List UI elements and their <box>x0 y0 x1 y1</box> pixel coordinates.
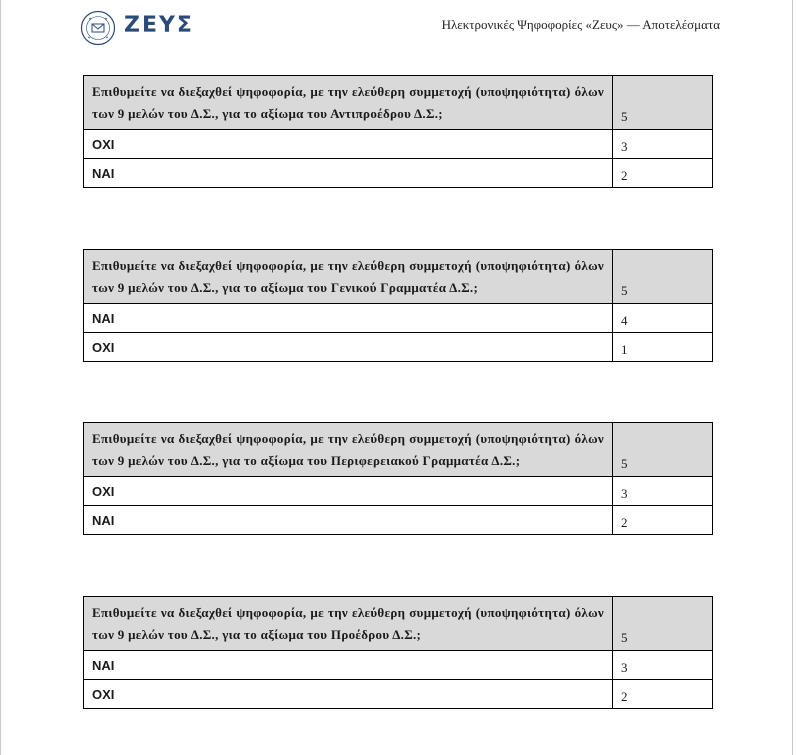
answer-row <box>84 333 713 362</box>
page-header <box>0 0 796 60</box>
brand-name: ΖΕΥΣ <box>124 13 194 38</box>
total-votes: 5 <box>613 597 713 651</box>
total-votes: 5 <box>613 76 713 130</box>
document-title: Ηλεκτρονικές Ψηφοφορίες «Ζευς» — Αποτελέσματα <box>441 17 720 32</box>
answer-count: 2 <box>613 506 713 535</box>
answer-count: 2 <box>613 159 713 188</box>
ballot-table <box>83 75 713 188</box>
question-row <box>84 597 713 651</box>
answer-row <box>84 651 713 680</box>
ballot-table <box>83 596 713 709</box>
answer-label: ΝΑΙ <box>84 304 613 333</box>
answer-label: ΝΑΙ <box>84 506 613 535</box>
question-text: Επιθυμείτε να διεξαχθεί ψηφοφορία, με την ελεύθερη συμμετοχή (υποψηφιότητα) όλων των 9 μελών του Δ.Σ., για το αξίωμα του Γενικού Γραμματέα Δ.Σ.; <box>84 250 613 304</box>
answer-row <box>84 506 713 535</box>
answer-count: 3 <box>613 477 713 506</box>
answer-count: 1 <box>613 333 713 362</box>
question-row <box>84 423 713 477</box>
ballot-table <box>83 249 713 362</box>
answer-label: ΝΑΙ <box>84 159 613 188</box>
answer-count: 2 <box>613 680 713 709</box>
question-text: Επιθυμείτε να διεξαχθεί ψηφοφορία, με την ελεύθερη συμμετοχή (υποψηφιότητα) όλων των 9 μελών του Δ.Σ., για το αξίωμα του Προέδρου Δ.Σ.; <box>84 597 613 651</box>
question-text: Επιθυμείτε να διεξαχθεί ψηφοφορία, με την ελεύθερη συμμετοχή (υποψηφιότητα) όλων των 9 μελών του Δ.Σ., για το αξίωμα του Περιφερειακού Γραμματέα Δ.Σ.; <box>84 423 613 477</box>
answer-label: ΟΧΙ <box>84 680 613 709</box>
answer-label: ΟΧΙ <box>84 333 613 362</box>
envelope-logo-icon <box>80 10 116 46</box>
answer-count: 3 <box>613 130 713 159</box>
answer-count: 4 <box>613 304 713 333</box>
answer-row <box>84 477 713 506</box>
answer-count: 3 <box>613 651 713 680</box>
answer-row <box>84 159 713 188</box>
total-votes: 5 <box>613 423 713 477</box>
question-row <box>84 76 713 130</box>
answer-label: ΟΧΙ <box>84 477 613 506</box>
answer-label: ΟΧΙ <box>84 130 613 159</box>
answer-row <box>84 130 713 159</box>
question-row <box>84 250 713 304</box>
total-votes: 5 <box>613 250 713 304</box>
answer-row <box>84 304 713 333</box>
ballot-table <box>83 422 713 535</box>
question-text: Επιθυμείτε να διεξαχθεί ψηφοφορία, με την ελεύθερη συμμετοχή (υποψηφιότητα) όλων των 9 μελών του Δ.Σ., για το αξίωμα του Αντιπροέδρου Δ.Σ.; <box>84 76 613 130</box>
answer-row <box>84 680 713 709</box>
answer-label: ΝΑΙ <box>84 651 613 680</box>
